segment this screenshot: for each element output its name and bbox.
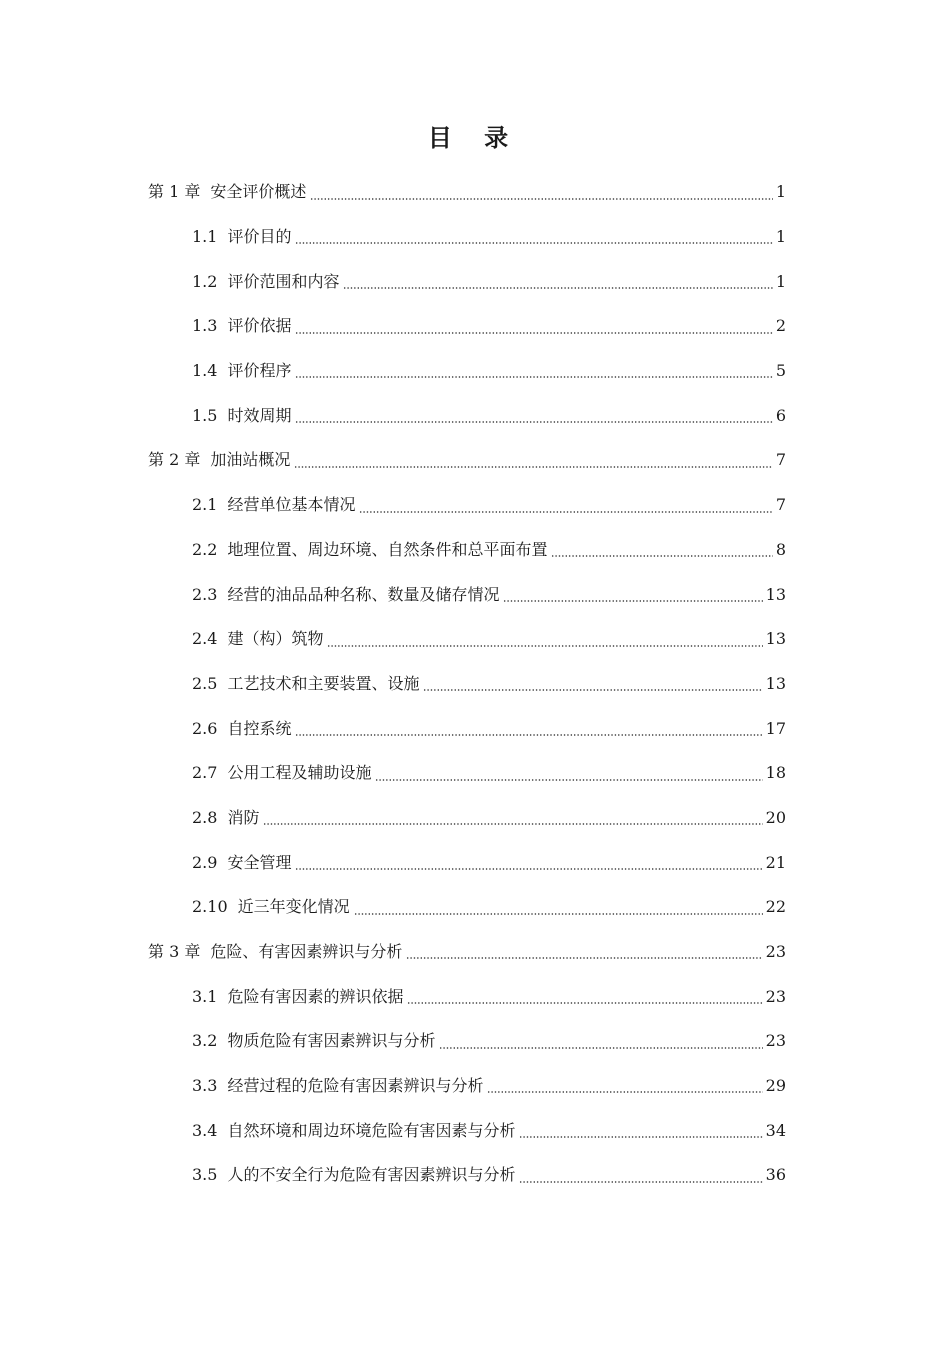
toc-entry[interactable] bbox=[0, 840, 936, 885]
toc-entry[interactable] bbox=[0, 974, 936, 1019]
toc-entry-title: 消防 bbox=[227, 807, 260, 827]
toc-entry-page-number: 13 bbox=[765, 629, 786, 649]
toc-entry-number: 3.5 bbox=[192, 1165, 218, 1185]
toc-dot-leader bbox=[551, 555, 772, 557]
toc-entry[interactable] bbox=[0, 662, 936, 707]
toc-dot-leader bbox=[354, 913, 763, 915]
toc-dot-leader bbox=[439, 1047, 762, 1049]
toc-entry-number: 2.8 bbox=[192, 807, 218, 827]
toc-dot-leader bbox=[327, 645, 762, 647]
toc-entry-page-number: 18 bbox=[765, 763, 786, 783]
toc-entry-title: 加油站概况 bbox=[210, 450, 291, 470]
toc-entry-page-number: 22 bbox=[765, 897, 786, 917]
page-title: 目 录 bbox=[427, 124, 521, 152]
toc-entry-title: 自控系统 bbox=[227, 718, 292, 738]
toc-entry-number: 2.3 bbox=[192, 584, 218, 604]
toc-entry[interactable] bbox=[0, 438, 936, 483]
toc-entry[interactable] bbox=[0, 885, 936, 930]
toc-entry-number: 2.10 bbox=[192, 897, 228, 917]
toc-entry-title: 危险、有害因素辨识与分析 bbox=[210, 942, 403, 962]
toc-entry-number: 3.1 bbox=[192, 986, 218, 1006]
toc-entry[interactable] bbox=[0, 349, 936, 394]
toc-dot-leader bbox=[407, 1002, 762, 1004]
toc-entry-page-number: 23 bbox=[765, 942, 786, 962]
toc-entry-title: 安全评价概述 bbox=[210, 182, 307, 202]
toc-dot-leader bbox=[294, 466, 772, 468]
toc-entry-number: 3.4 bbox=[192, 1120, 218, 1140]
toc-entry-page-number: 1 bbox=[775, 227, 786, 247]
toc-entry-number: 第 2 章 bbox=[148, 450, 201, 470]
toc-entry-title: 评价目的 bbox=[227, 227, 292, 247]
toc-entry-title: 时效周期 bbox=[227, 405, 292, 425]
toc-entry-title: 公用工程及辅助设施 bbox=[227, 763, 372, 783]
toc-dot-leader bbox=[423, 689, 762, 691]
toc-entry-title: 地理位置、周边环境、自然条件和总平面布置 bbox=[227, 539, 548, 559]
toc-entry-number: 第 3 章 bbox=[148, 942, 201, 962]
toc-entry-title: 危险有害因素的辨识依据 bbox=[227, 986, 404, 1006]
toc-entry-title: 经营单位基本情况 bbox=[227, 495, 356, 515]
toc-dot-leader bbox=[295, 421, 772, 423]
toc-entry-page-number: 29 bbox=[765, 1076, 786, 1096]
toc-entry-number: 1.2 bbox=[192, 271, 218, 291]
table-of-contents bbox=[0, 170, 936, 1198]
toc-entry-page-number: 6 bbox=[775, 405, 786, 425]
toc-dot-leader bbox=[310, 198, 772, 200]
toc-entry-page-number: 36 bbox=[765, 1165, 786, 1185]
toc-entry-page-number: 21 bbox=[765, 852, 786, 872]
toc-entry-number: 3.3 bbox=[192, 1076, 218, 1096]
toc-dot-leader bbox=[263, 823, 762, 825]
toc-entry-number: 2.9 bbox=[192, 852, 218, 872]
toc-entry-page-number: 17 bbox=[765, 718, 786, 738]
toc-entry-number: 2.4 bbox=[192, 629, 218, 649]
toc-entry-number: 1.3 bbox=[192, 316, 218, 336]
toc-entry-title: 评价依据 bbox=[227, 316, 292, 336]
toc-entry-number: 2.2 bbox=[192, 539, 218, 559]
toc-entry-title: 建（构）筑物 bbox=[227, 629, 324, 649]
toc-dot-leader bbox=[519, 1136, 762, 1138]
toc-entry-page-number: 1 bbox=[775, 271, 786, 291]
toc-entry-title: 经营的油品品种名称、数量及储存情况 bbox=[227, 584, 500, 604]
toc-entry[interactable] bbox=[0, 1019, 936, 1064]
toc-entry-number: 1.4 bbox=[192, 361, 218, 381]
toc-entry[interactable] bbox=[0, 528, 936, 573]
toc-entry-page-number: 23 bbox=[765, 986, 786, 1006]
toc-entry-title: 人的不安全行为危险有害因素辨识与分析 bbox=[227, 1165, 516, 1185]
toc-entry-title: 评价程序 bbox=[227, 361, 292, 381]
toc-entry[interactable] bbox=[0, 617, 936, 662]
toc-entry-title: 工艺技术和主要装置、设施 bbox=[227, 673, 420, 693]
toc-dot-leader bbox=[295, 734, 762, 736]
toc-dot-leader bbox=[503, 600, 762, 602]
toc-dot-leader bbox=[343, 287, 772, 289]
toc-entry[interactable] bbox=[0, 1153, 936, 1198]
toc-entry-number: 2.7 bbox=[192, 763, 218, 783]
toc-entry[interactable] bbox=[0, 572, 936, 617]
toc-entry-page-number: 13 bbox=[765, 584, 786, 604]
toc-entry[interactable] bbox=[0, 483, 936, 528]
toc-dot-leader bbox=[487, 1091, 762, 1093]
toc-entry-number: 第 1 章 bbox=[148, 182, 201, 202]
toc-dot-leader bbox=[295, 376, 772, 378]
toc-dot-leader bbox=[359, 511, 772, 513]
toc-entry-page-number: 7 bbox=[775, 450, 786, 470]
toc-dot-leader bbox=[375, 779, 762, 781]
toc-entry-title: 经营过程的危险有害因素辨识与分析 bbox=[227, 1076, 484, 1096]
toc-entry-page-number: 8 bbox=[775, 539, 786, 559]
toc-entry-number: 2.6 bbox=[192, 718, 218, 738]
toc-dot-leader bbox=[519, 1181, 762, 1183]
toc-entry-title: 近三年变化情况 bbox=[237, 897, 350, 917]
toc-entry-page-number: 23 bbox=[765, 1031, 786, 1051]
toc-entry[interactable] bbox=[0, 930, 936, 975]
toc-entry-title: 评价范围和内容 bbox=[227, 271, 340, 291]
toc-entry[interactable] bbox=[0, 1108, 936, 1153]
toc-entry-number: 1.5 bbox=[192, 405, 218, 425]
toc-entry-page-number: 7 bbox=[775, 495, 786, 515]
toc-entry-page-number: 1 bbox=[775, 182, 786, 202]
toc-entry[interactable] bbox=[0, 796, 936, 841]
toc-entry-page-number: 34 bbox=[765, 1120, 786, 1140]
toc-dot-leader bbox=[295, 242, 772, 244]
toc-entry[interactable] bbox=[0, 751, 936, 796]
toc-entry[interactable] bbox=[0, 706, 936, 751]
toc-entry-title: 自然环境和周边环境危险有害因素与分析 bbox=[227, 1120, 516, 1140]
toc-dot-leader bbox=[295, 332, 772, 334]
toc-entry[interactable] bbox=[0, 170, 936, 215]
toc-entry-title: 安全管理 bbox=[227, 852, 292, 872]
toc-entry-page-number: 5 bbox=[775, 361, 786, 381]
toc-entry-number: 2.5 bbox=[192, 673, 218, 693]
toc-entry-page-number: 13 bbox=[765, 673, 786, 693]
toc-entry-title: 物质危险有害因素辨识与分析 bbox=[227, 1031, 436, 1051]
toc-entry[interactable] bbox=[0, 215, 936, 260]
toc-entry[interactable] bbox=[0, 1064, 936, 1109]
toc-entry-number: 2.1 bbox=[192, 495, 218, 515]
toc-entry-page-number: 2 bbox=[775, 316, 786, 336]
toc-entry[interactable] bbox=[0, 393, 936, 438]
toc-entry-page-number: 20 bbox=[765, 807, 786, 827]
toc-entry-number: 3.2 bbox=[192, 1031, 218, 1051]
toc-entry[interactable] bbox=[0, 304, 936, 349]
toc-entry[interactable] bbox=[0, 259, 936, 304]
toc-dot-leader bbox=[295, 868, 762, 870]
toc-dot-leader bbox=[406, 957, 762, 959]
toc-entry-number: 1.1 bbox=[192, 227, 218, 247]
